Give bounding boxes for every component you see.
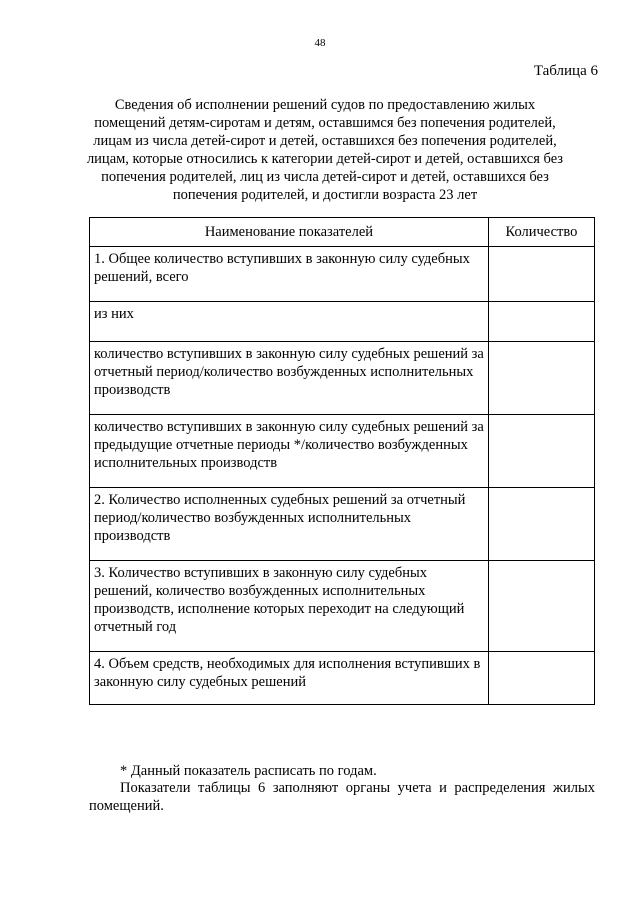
quantity-cell bbox=[488, 247, 594, 302]
quantity-cell bbox=[488, 302, 594, 342]
quantity-cell bbox=[488, 415, 594, 488]
table-header-row bbox=[90, 218, 595, 247]
indicators-table bbox=[89, 217, 595, 705]
indicator-name-cell: количество вступивших в законную силу судебных решений за отчетный период/количество возбужденных исполнительных производств bbox=[90, 342, 489, 415]
table-row bbox=[90, 652, 595, 705]
table-row bbox=[90, 302, 595, 342]
page-title: Сведения об исполнении решений судов по предоставлению жилых помещений детям-сиротам и детям, оставшимся без попечения родителей, лицам из числа детей-сирот и детей, оставшихся без попечения родителей, лицам, которые относились к категории детей-сирот и детей, оставшихся без попечения родителей, лиц из числа детей-сирот и детей, оставшихся без попечения родителей, и достигли возраста 23 лет bbox=[86, 97, 564, 203]
quantity-cell bbox=[488, 652, 594, 705]
indicator-name-cell: из них bbox=[90, 302, 489, 342]
quantity-cell bbox=[488, 488, 594, 561]
table-row bbox=[90, 488, 595, 561]
indicator-name-cell: 4. Объем средств, необходимых для исполнения вступивших в законную силу судебных решений bbox=[90, 652, 489, 705]
table-caption: Таблица 6 bbox=[533, 63, 598, 79]
indicator-name-cell: количество вступивших в законную силу судебных решений за предыдущие отчетные периоды */количество возбужденных исполнительных производств bbox=[90, 415, 489, 488]
closing-note: Показатели таблицы 6 заполняют органы учета и распределения жилых помещений. bbox=[89, 780, 595, 814]
quantity-cell bbox=[488, 342, 594, 415]
table-row bbox=[90, 247, 595, 302]
table-row bbox=[90, 561, 595, 652]
quantity-cell bbox=[488, 561, 594, 652]
page-number: 48 bbox=[314, 37, 326, 49]
header-indicator-name: Наименование показателей bbox=[90, 218, 489, 247]
table-row bbox=[90, 415, 595, 488]
footnote: * Данный показатель расписать по годам. bbox=[120, 763, 377, 779]
indicator-name-cell: 1. Общее количество вступивших в законную силу судебных решений, всего bbox=[90, 247, 489, 302]
header-quantity: Количество bbox=[488, 218, 594, 247]
table-row bbox=[90, 342, 595, 415]
indicator-name-cell: 2. Количество исполненных судебных решений за отчетный период/количество возбужденных исполнительных производств bbox=[90, 488, 489, 561]
indicator-name-cell: 3. Количество вступивших в законную силу судебных решений, количество возбужденных исполнительных производств, исполнение которых переходит на следующий отчетный год bbox=[90, 561, 489, 652]
